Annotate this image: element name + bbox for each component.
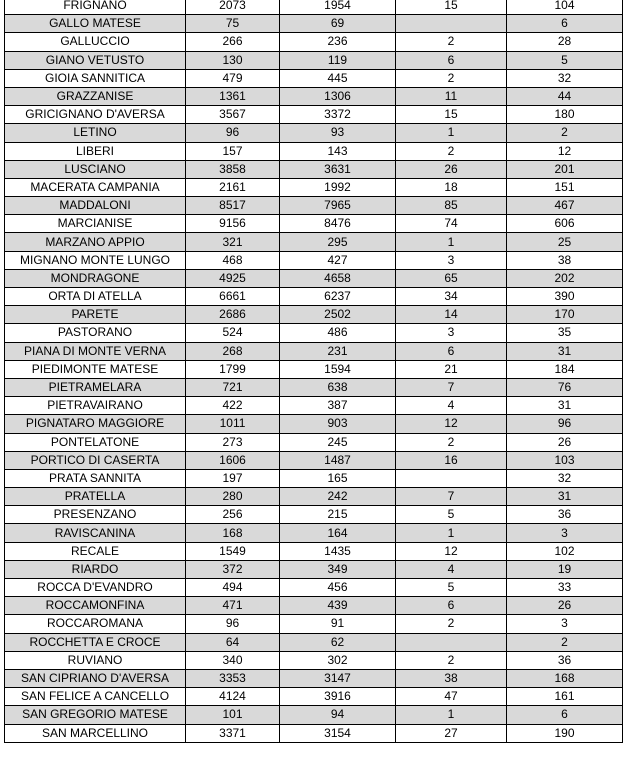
- table-row: [5, 306, 623, 324]
- municipality-cell: LIBERI: [5, 142, 186, 160]
- table-row: [5, 669, 623, 687]
- col4-cell: 7: [396, 488, 507, 506]
- col4-cell: 65: [396, 269, 507, 287]
- municipality-cell: PRESENZANO: [5, 506, 186, 524]
- col3-cell: 427: [280, 251, 396, 269]
- municipality-cell: RAVISCANINA: [5, 524, 186, 542]
- col4-cell: 12: [396, 415, 507, 433]
- col5-cell: 36: [507, 506, 623, 524]
- col5-cell: 6: [507, 15, 623, 33]
- col4-cell: 2: [396, 651, 507, 669]
- col3-cell: 6237: [280, 288, 396, 306]
- col2-cell: 4925: [186, 269, 280, 287]
- table-row: [5, 15, 623, 33]
- col2-cell: 157: [186, 142, 280, 160]
- col3-cell: 4658: [280, 269, 396, 287]
- municipality-cell: GALLUCCIO: [5, 33, 186, 51]
- table-row: [5, 0, 623, 15]
- municipality-cell: LUSCIANO: [5, 160, 186, 178]
- col3-cell: 236: [280, 33, 396, 51]
- municipality-cell: SAN FELICE A CANCELLO: [5, 688, 186, 706]
- col2-cell: 2686: [186, 306, 280, 324]
- col2-cell: 273: [186, 433, 280, 451]
- table-row: [5, 706, 623, 724]
- col5-cell: 606: [507, 215, 623, 233]
- col3-cell: 3631: [280, 160, 396, 178]
- table-row: [5, 106, 623, 124]
- table-row: [5, 415, 623, 433]
- table-row: [5, 215, 623, 233]
- col5-cell: 390: [507, 288, 623, 306]
- col4-cell: 6: [396, 51, 507, 69]
- col2-cell: 524: [186, 324, 280, 342]
- table-row: [5, 651, 623, 669]
- municipality-cell: PIETRAVAIRANO: [5, 397, 186, 415]
- col5-cell: 32: [507, 69, 623, 87]
- col4-cell: 7: [396, 378, 507, 396]
- col4-cell: 16: [396, 451, 507, 469]
- table-row: [5, 451, 623, 469]
- col4-cell: 85: [396, 197, 507, 215]
- col3-cell: 242: [280, 488, 396, 506]
- col4-cell: 34: [396, 288, 507, 306]
- municipality-cell: PARETE: [5, 306, 186, 324]
- municipality-cell: GIANO VETUSTO: [5, 51, 186, 69]
- municipality-cell: GALLO MATESE: [5, 15, 186, 33]
- municipality-cell: SAN MARCELLINO: [5, 724, 186, 742]
- municipality-cell: RUVIANO: [5, 651, 186, 669]
- col5-cell: 31: [507, 342, 623, 360]
- col2-cell: 1606: [186, 451, 280, 469]
- table-row: [5, 324, 623, 342]
- col3-cell: 91: [280, 615, 396, 633]
- table-row: [5, 142, 623, 160]
- col3-cell: 1435: [280, 542, 396, 560]
- col3-cell: 3154: [280, 724, 396, 742]
- table-row: [5, 251, 623, 269]
- col5-cell: 5: [507, 51, 623, 69]
- col4-cell: 4: [396, 560, 507, 578]
- col2-cell: 256: [186, 506, 280, 524]
- col2-cell: 168: [186, 524, 280, 542]
- col5-cell: 96: [507, 415, 623, 433]
- col5-cell: 31: [507, 397, 623, 415]
- municipality-cell: PIEDIMONTE MATESE: [5, 360, 186, 378]
- col4-cell: 2: [396, 433, 507, 451]
- municipality-cell: PRATELLA: [5, 488, 186, 506]
- col4-cell: 1: [396, 524, 507, 542]
- col5-cell: 104: [507, 0, 623, 15]
- col2-cell: 2161: [186, 178, 280, 196]
- table-row: [5, 51, 623, 69]
- col3-cell: 1306: [280, 87, 396, 105]
- col5-cell: 33: [507, 579, 623, 597]
- col4-cell: 18: [396, 178, 507, 196]
- table-row: [5, 288, 623, 306]
- col3-cell: 456: [280, 579, 396, 597]
- table-row: [5, 597, 623, 615]
- table-row: [5, 488, 623, 506]
- col3-cell: 93: [280, 124, 396, 142]
- col3-cell: 439: [280, 597, 396, 615]
- col2-cell: 280: [186, 488, 280, 506]
- col3-cell: 62: [280, 633, 396, 651]
- table-row: [5, 633, 623, 651]
- col3-cell: 903: [280, 415, 396, 433]
- table-row: [5, 724, 623, 742]
- col2-cell: 1549: [186, 542, 280, 560]
- municipality-cell: PORTICO DI CASERTA: [5, 451, 186, 469]
- municipality-cell: ROCCAMONFINA: [5, 597, 186, 615]
- municipality-cell: RIARDO: [5, 560, 186, 578]
- col3-cell: 349: [280, 560, 396, 578]
- col3-cell: 1954: [280, 0, 396, 15]
- col2-cell: 9156: [186, 215, 280, 233]
- municipality-cell: MARZANO APPIO: [5, 233, 186, 251]
- col4-cell: 1: [396, 706, 507, 724]
- col3-cell: 119: [280, 51, 396, 69]
- col2-cell: 96: [186, 615, 280, 633]
- municipality-cell: SAN GREGORIO MATESE: [5, 706, 186, 724]
- table-row: [5, 124, 623, 142]
- col5-cell: 3: [507, 615, 623, 633]
- data-table: [4, 0, 623, 743]
- municipality-cell: GRAZZANISE: [5, 87, 186, 105]
- municipality-cell: PRATA SANNITA: [5, 469, 186, 487]
- municipality-cell: MARCIANISE: [5, 215, 186, 233]
- col5-cell: 25: [507, 233, 623, 251]
- col2-cell: 130: [186, 51, 280, 69]
- col4-cell: 2: [396, 142, 507, 160]
- col4-cell: 21: [396, 360, 507, 378]
- col3-cell: 215: [280, 506, 396, 524]
- table-row: [5, 560, 623, 578]
- col2-cell: 2073: [186, 0, 280, 15]
- col5-cell: 190: [507, 724, 623, 742]
- col3-cell: 231: [280, 342, 396, 360]
- col5-cell: 103: [507, 451, 623, 469]
- col5-cell: 102: [507, 542, 623, 560]
- col3-cell: 3372: [280, 106, 396, 124]
- col3-cell: 1487: [280, 451, 396, 469]
- col5-cell: 31: [507, 488, 623, 506]
- table-body: [5, 0, 623, 742]
- col5-cell: 28: [507, 33, 623, 51]
- col2-cell: 494: [186, 579, 280, 597]
- col2-cell: 3371: [186, 724, 280, 742]
- table-row: [5, 542, 623, 560]
- col2-cell: 6661: [186, 288, 280, 306]
- col4-cell: 11: [396, 87, 507, 105]
- municipality-cell: PONTELATONE: [5, 433, 186, 451]
- col3-cell: 1594: [280, 360, 396, 378]
- municipality-cell: MADDALONI: [5, 197, 186, 215]
- col3-cell: 2502: [280, 306, 396, 324]
- col3-cell: 302: [280, 651, 396, 669]
- table-row: [5, 269, 623, 287]
- col5-cell: 467: [507, 197, 623, 215]
- col5-cell: 6: [507, 706, 623, 724]
- municipality-cell: PIETRAMELARA: [5, 378, 186, 396]
- table-row: [5, 87, 623, 105]
- table-row: [5, 615, 623, 633]
- col2-cell: 3567: [186, 106, 280, 124]
- table-row: [5, 397, 623, 415]
- col4-cell: 2: [396, 615, 507, 633]
- municipality-cell: ROCCA D'EVANDRO: [5, 579, 186, 597]
- col5-cell: 26: [507, 433, 623, 451]
- col2-cell: 1799: [186, 360, 280, 378]
- col5-cell: 32: [507, 469, 623, 487]
- col2-cell: 721: [186, 378, 280, 396]
- col3-cell: 295: [280, 233, 396, 251]
- table-row: [5, 579, 623, 597]
- municipality-cell: ROCCAROMANA: [5, 615, 186, 633]
- col2-cell: 197: [186, 469, 280, 487]
- municipality-cell: FRIGNANO: [5, 0, 186, 15]
- table-row: [5, 178, 623, 196]
- col2-cell: 75: [186, 15, 280, 33]
- col3-cell: 164: [280, 524, 396, 542]
- col5-cell: 151: [507, 178, 623, 196]
- col3-cell: 638: [280, 378, 396, 396]
- municipality-cell: RECALE: [5, 542, 186, 560]
- col3-cell: 3916: [280, 688, 396, 706]
- col4-cell: 2: [396, 69, 507, 87]
- col4-cell: 38: [396, 669, 507, 687]
- col4-cell: 14: [396, 306, 507, 324]
- municipality-cell: MONDRAGONE: [5, 269, 186, 287]
- col3-cell: 143: [280, 142, 396, 160]
- table-row: [5, 233, 623, 251]
- col2-cell: 101: [186, 706, 280, 724]
- table-row: [5, 342, 623, 360]
- col5-cell: 202: [507, 269, 623, 287]
- col2-cell: 422: [186, 397, 280, 415]
- col3-cell: 165: [280, 469, 396, 487]
- col2-cell: 8517: [186, 197, 280, 215]
- col3-cell: 69: [280, 15, 396, 33]
- col2-cell: 1361: [186, 87, 280, 105]
- col2-cell: 268: [186, 342, 280, 360]
- col3-cell: 445: [280, 69, 396, 87]
- col4-cell: [396, 15, 507, 33]
- col5-cell: 26: [507, 597, 623, 615]
- col2-cell: 64: [186, 633, 280, 651]
- table-row: [5, 524, 623, 542]
- col4-cell: [396, 469, 507, 487]
- municipality-cell: GRICIGNANO D'AVERSA: [5, 106, 186, 124]
- col3-cell: 387: [280, 397, 396, 415]
- col5-cell: 2: [507, 124, 623, 142]
- col2-cell: 3353: [186, 669, 280, 687]
- col4-cell: 2: [396, 33, 507, 51]
- col4-cell: 3: [396, 324, 507, 342]
- col2-cell: 321: [186, 233, 280, 251]
- col4-cell: 74: [396, 215, 507, 233]
- col5-cell: 19: [507, 560, 623, 578]
- col5-cell: 76: [507, 378, 623, 396]
- col3-cell: 486: [280, 324, 396, 342]
- col2-cell: 3858: [186, 160, 280, 178]
- col4-cell: 4: [396, 397, 507, 415]
- col4-cell: 26: [396, 160, 507, 178]
- col5-cell: 38: [507, 251, 623, 269]
- col2-cell: 1011: [186, 415, 280, 433]
- col5-cell: 35: [507, 324, 623, 342]
- municipality-cell: MACERATA CAMPANIA: [5, 178, 186, 196]
- municipality-cell: ROCCHETTA E CROCE: [5, 633, 186, 651]
- col2-cell: 479: [186, 69, 280, 87]
- col5-cell: 12: [507, 142, 623, 160]
- col3-cell: 7965: [280, 197, 396, 215]
- table-row: [5, 160, 623, 178]
- table-row: [5, 469, 623, 487]
- col5-cell: 180: [507, 106, 623, 124]
- col2-cell: 372: [186, 560, 280, 578]
- table-row: [5, 33, 623, 51]
- table-row: [5, 69, 623, 87]
- table-row: [5, 433, 623, 451]
- col3-cell: 1992: [280, 178, 396, 196]
- col4-cell: 5: [396, 579, 507, 597]
- municipality-cell: SAN CIPRIANO D'AVERSA: [5, 669, 186, 687]
- col4-cell: 1: [396, 233, 507, 251]
- table-row: [5, 360, 623, 378]
- col4-cell: 15: [396, 0, 507, 15]
- municipality-cell: MIGNANO MONTE LUNGO: [5, 251, 186, 269]
- col3-cell: 8476: [280, 215, 396, 233]
- col3-cell: 245: [280, 433, 396, 451]
- municipality-cell: ORTA DI ATELLA: [5, 288, 186, 306]
- municipality-cell: PIGNATARO MAGGIORE: [5, 415, 186, 433]
- col5-cell: 201: [507, 160, 623, 178]
- col5-cell: 161: [507, 688, 623, 706]
- table-row: [5, 688, 623, 706]
- municipality-cell: GIOIA SANNITICA: [5, 69, 186, 87]
- table-row: [5, 378, 623, 396]
- col2-cell: 4124: [186, 688, 280, 706]
- col5-cell: 2: [507, 633, 623, 651]
- col4-cell: 5: [396, 506, 507, 524]
- col5-cell: 168: [507, 669, 623, 687]
- col3-cell: 94: [280, 706, 396, 724]
- municipality-cell: PASTORANO: [5, 324, 186, 342]
- municipality-cell: LETINO: [5, 124, 186, 142]
- col4-cell: 47: [396, 688, 507, 706]
- col5-cell: 44: [507, 87, 623, 105]
- col4-cell: 12: [396, 542, 507, 560]
- col4-cell: 6: [396, 597, 507, 615]
- col2-cell: 266: [186, 33, 280, 51]
- table-row: [5, 506, 623, 524]
- municipality-cell: PIANA DI MONTE VERNA: [5, 342, 186, 360]
- col5-cell: 184: [507, 360, 623, 378]
- col2-cell: 340: [186, 651, 280, 669]
- col2-cell: 471: [186, 597, 280, 615]
- col3-cell: 3147: [280, 669, 396, 687]
- col5-cell: 3: [507, 524, 623, 542]
- col4-cell: 1: [396, 124, 507, 142]
- col4-cell: 6: [396, 342, 507, 360]
- table-row: [5, 197, 623, 215]
- col4-cell: 3: [396, 251, 507, 269]
- col2-cell: 468: [186, 251, 280, 269]
- col4-cell: [396, 633, 507, 651]
- col2-cell: 96: [186, 124, 280, 142]
- col4-cell: 15: [396, 106, 507, 124]
- col5-cell: 170: [507, 306, 623, 324]
- col4-cell: 27: [396, 724, 507, 742]
- col5-cell: 36: [507, 651, 623, 669]
